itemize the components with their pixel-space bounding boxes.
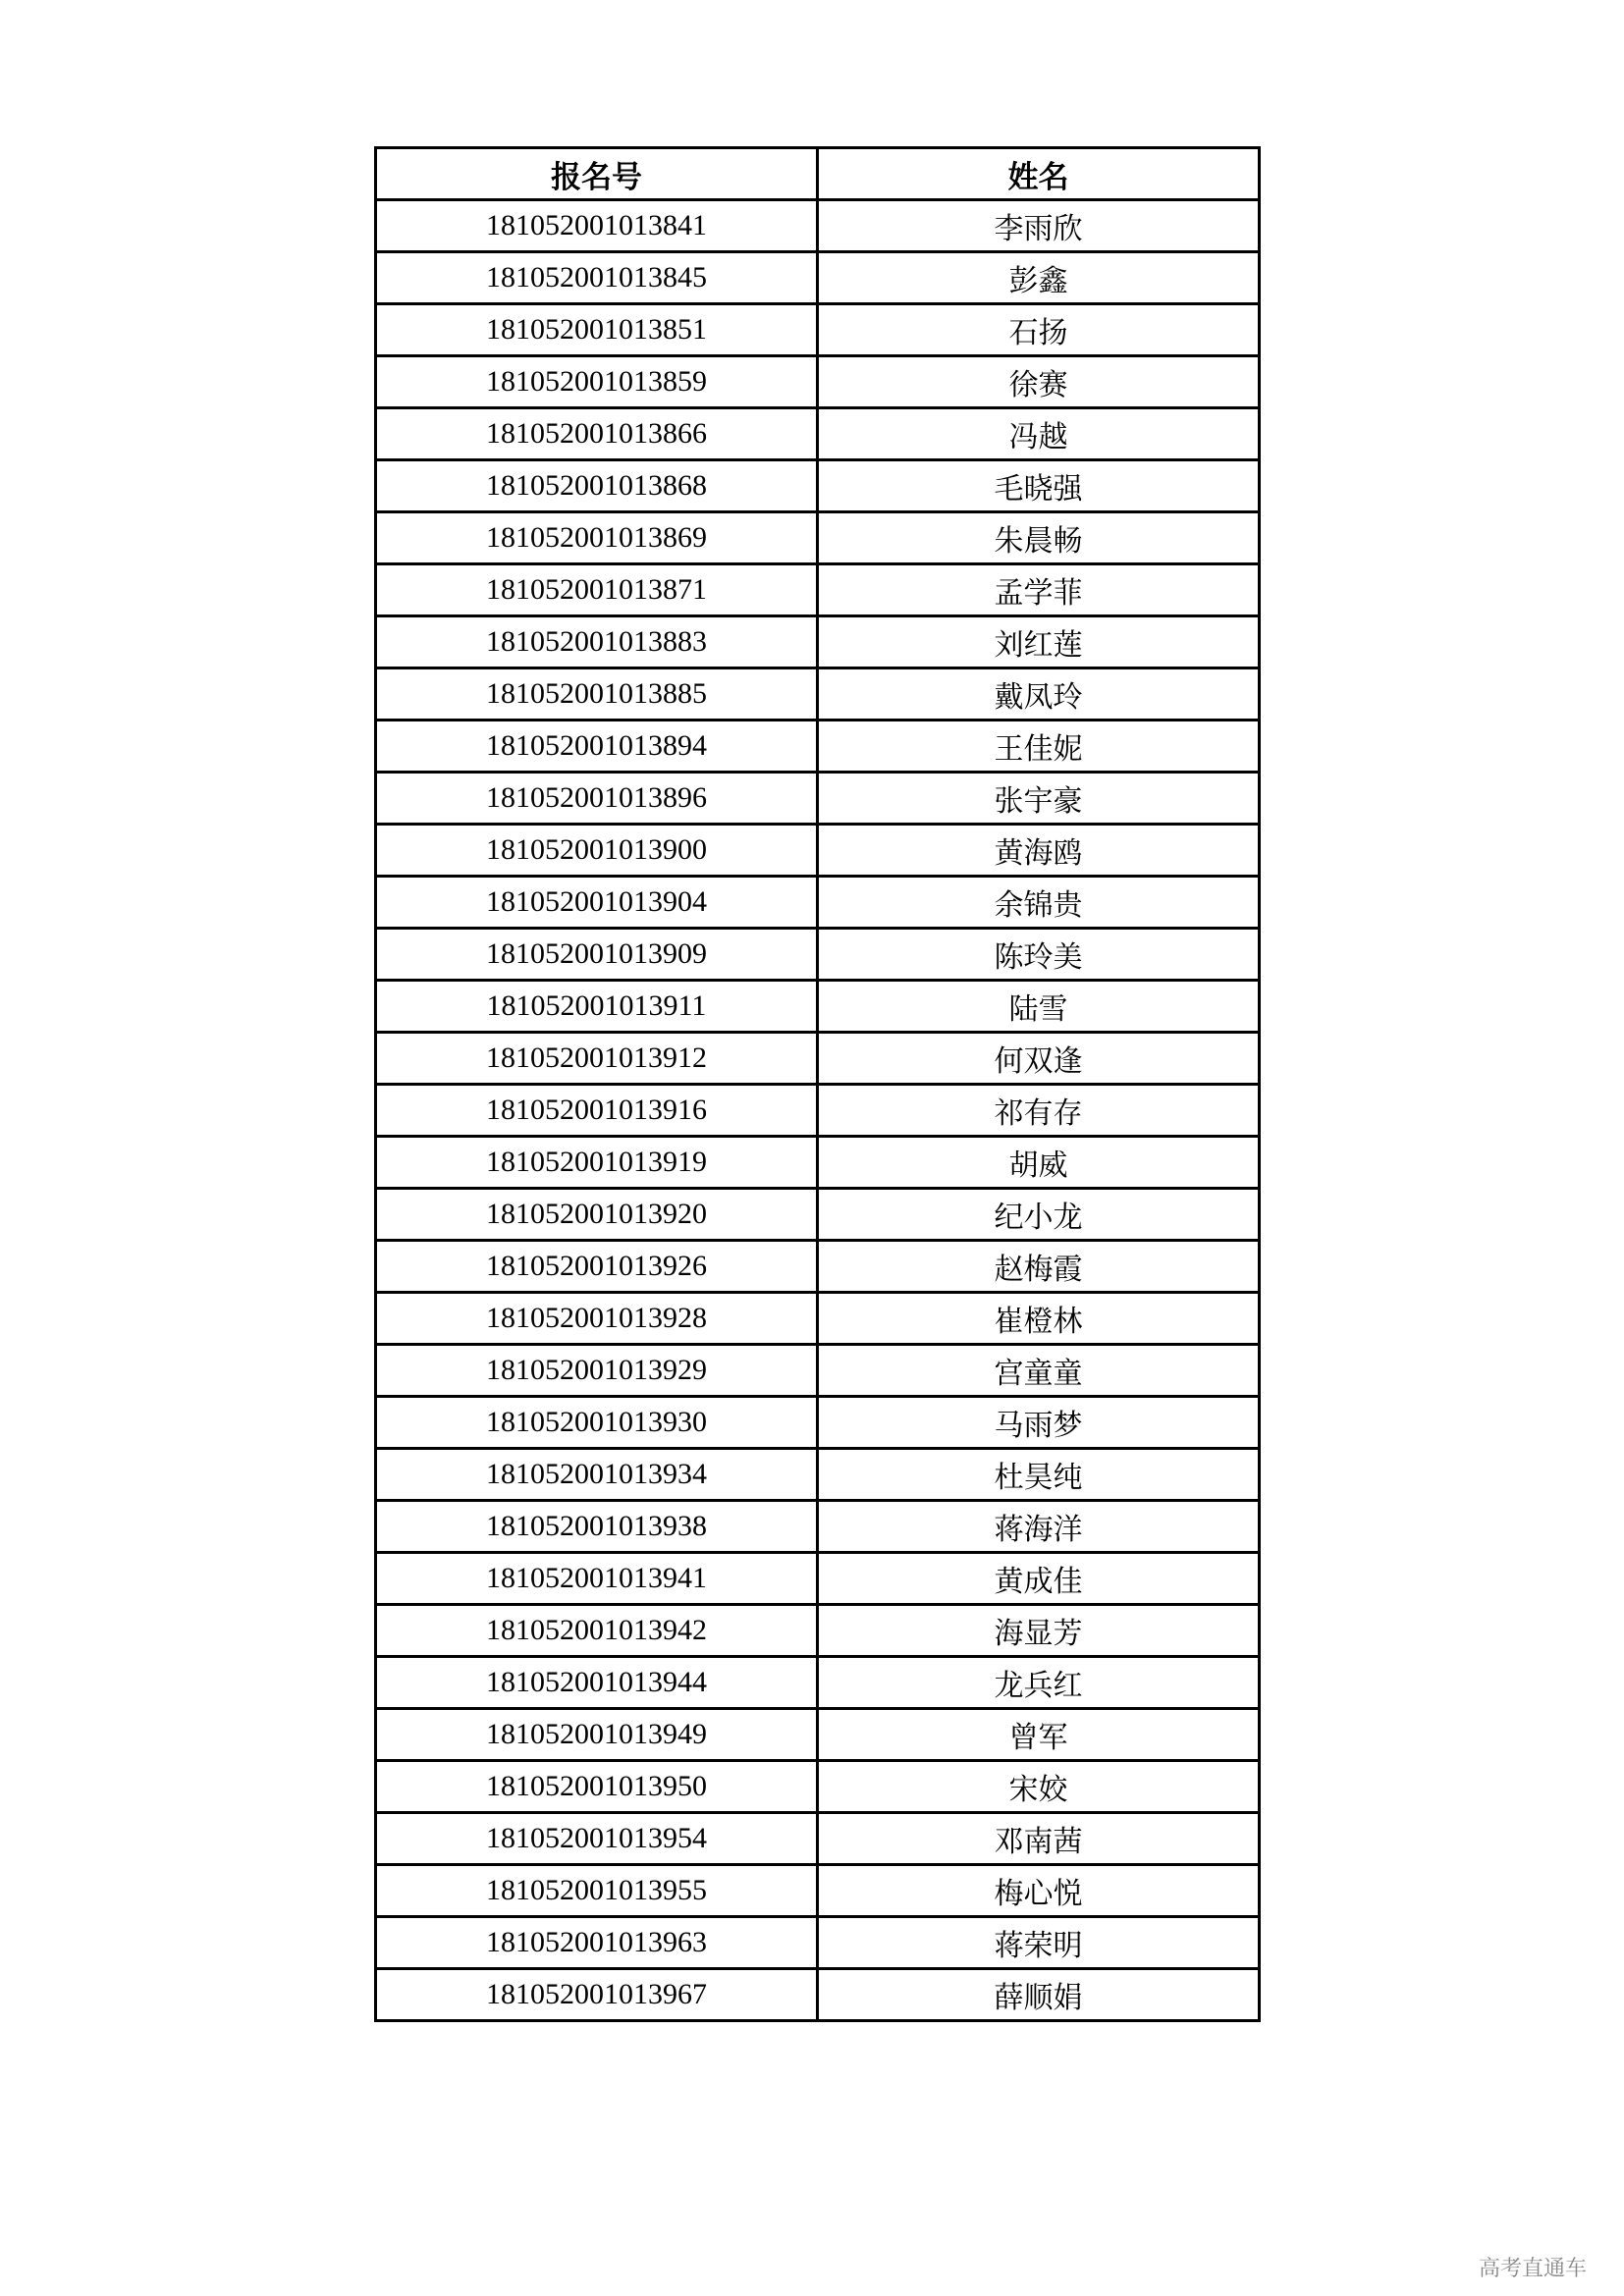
- name-cell: 张宇豪: [818, 773, 1260, 825]
- registration-number-cell: 181052001013909: [376, 929, 818, 981]
- name-cell: 蒋荣明: [818, 1917, 1260, 1969]
- table-row: [376, 1085, 1260, 1137]
- registration-number-cell: 181052001013869: [376, 512, 818, 564]
- table-row: [376, 200, 1260, 252]
- name-cell: 宋姣: [818, 1761, 1260, 1813]
- name-cell: 海显芳: [818, 1605, 1260, 1657]
- name-cell: 黄成佳: [818, 1553, 1260, 1605]
- table-row: [376, 356, 1260, 408]
- name-cell: 彭鑫: [818, 252, 1260, 304]
- name-cell: 陈玲美: [818, 929, 1260, 981]
- registration-number-cell: 181052001013938: [376, 1501, 818, 1553]
- table-row: [376, 1761, 1260, 1813]
- name-cell: 曾军: [818, 1709, 1260, 1761]
- registration-number-cell: 181052001013851: [376, 304, 818, 356]
- table-row: [376, 460, 1260, 512]
- name-cell: 徐赛: [818, 356, 1260, 408]
- registration-number-cell: 181052001013904: [376, 877, 818, 929]
- name-cell: 石扬: [818, 304, 1260, 356]
- table-row: [376, 1969, 1260, 2021]
- name-cell: 黄海鸥: [818, 825, 1260, 877]
- registration-number-cell: 181052001013934: [376, 1449, 818, 1501]
- name-cell: 杜昊纯: [818, 1449, 1260, 1501]
- table-row: [376, 1657, 1260, 1709]
- name-cell: 赵梅霞: [818, 1241, 1260, 1293]
- table-row: [376, 1917, 1260, 1969]
- registration-number-cell: 181052001013955: [376, 1865, 818, 1917]
- table-row: [376, 1865, 1260, 1917]
- registration-number-cell: 181052001013896: [376, 773, 818, 825]
- name-cell: 龙兵红: [818, 1657, 1260, 1709]
- registration-number-cell: 181052001013954: [376, 1813, 818, 1865]
- name-cell: 纪小龙: [818, 1189, 1260, 1241]
- name-cell: 崔橙林: [818, 1293, 1260, 1345]
- table-row: [376, 1553, 1260, 1605]
- table-row: [376, 1137, 1260, 1189]
- name-cell: 刘红莲: [818, 616, 1260, 668]
- table-header-row: [376, 148, 1260, 200]
- registration-number-cell: 181052001013967: [376, 1969, 818, 2021]
- name-cell: 余锦贵: [818, 877, 1260, 929]
- table-row: [376, 1501, 1260, 1553]
- name-cell: 宫童童: [818, 1345, 1260, 1397]
- registration-number-cell: 181052001013963: [376, 1917, 818, 1969]
- name-cell: 何双逢: [818, 1033, 1260, 1085]
- name-cell: 戴凤玲: [818, 668, 1260, 721]
- registration-number-cell: 181052001013885: [376, 668, 818, 721]
- registration-number-cell: 181052001013871: [376, 564, 818, 616]
- registration-number-cell: 181052001013912: [376, 1033, 818, 1085]
- registration-number-cell: 181052001013894: [376, 721, 818, 773]
- registration-number-cell: 181052001013868: [376, 460, 818, 512]
- name-cell: 胡威: [818, 1137, 1260, 1189]
- name-cell: 梅心悦: [818, 1865, 1260, 1917]
- registration-number-cell: 181052001013929: [376, 1345, 818, 1397]
- name-cell: 祁有存: [818, 1085, 1260, 1137]
- table-row: [376, 929, 1260, 981]
- table-row: [376, 252, 1260, 304]
- registration-number-cell: 181052001013920: [376, 1189, 818, 1241]
- table-row: [376, 773, 1260, 825]
- registration-number-cell: 181052001013941: [376, 1553, 818, 1605]
- registration-number-cell: 181052001013866: [376, 408, 818, 460]
- table-row: [376, 512, 1260, 564]
- registration-number-cell: 181052001013916: [376, 1085, 818, 1137]
- name-cell: 冯越: [818, 408, 1260, 460]
- table-row: [376, 616, 1260, 668]
- registration-number-cell: 181052001013950: [376, 1761, 818, 1813]
- name-cell: 陆雪: [818, 981, 1260, 1033]
- name-cell: 朱晨畅: [818, 512, 1260, 564]
- table-row: [376, 877, 1260, 929]
- table-row: [376, 981, 1260, 1033]
- table-row: [376, 1813, 1260, 1865]
- registration-number-cell: 181052001013900: [376, 825, 818, 877]
- name-cell: 蒋海洋: [818, 1501, 1260, 1553]
- registration-number-cell: 181052001013926: [376, 1241, 818, 1293]
- table-row: [376, 1449, 1260, 1501]
- header-name: 姓名: [818, 148, 1260, 200]
- name-cell: 毛晓强: [818, 460, 1260, 512]
- table-row: [376, 1241, 1260, 1293]
- registration-number-cell: 181052001013930: [376, 1397, 818, 1449]
- watermark: 高考直通车: [1479, 2257, 1588, 2281]
- name-cell: 孟学菲: [818, 564, 1260, 616]
- registration-number-cell: 181052001013928: [376, 1293, 818, 1345]
- table-row: [376, 408, 1260, 460]
- table-row: [376, 304, 1260, 356]
- table-row: [376, 1709, 1260, 1761]
- table-row: [376, 1605, 1260, 1657]
- name-cell: 马雨梦: [818, 1397, 1260, 1449]
- registration-table: [374, 146, 1261, 2022]
- registration-number-cell: 181052001013841: [376, 200, 818, 252]
- table-row: [376, 564, 1260, 616]
- table-row: [376, 1345, 1260, 1397]
- name-cell: 邓南茜: [818, 1813, 1260, 1865]
- table-row: [376, 1397, 1260, 1449]
- name-cell: 薛顺娟: [818, 1969, 1260, 2021]
- registration-number-cell: 181052001013944: [376, 1657, 818, 1709]
- name-cell: 李雨欣: [818, 200, 1260, 252]
- table-row: [376, 668, 1260, 721]
- table-row: [376, 1033, 1260, 1085]
- name-cell: 王佳妮: [818, 721, 1260, 773]
- registration-number-cell: 181052001013919: [376, 1137, 818, 1189]
- registration-number-cell: 181052001013911: [376, 981, 818, 1033]
- table-row: [376, 1293, 1260, 1345]
- registration-number-cell: 181052001013883: [376, 616, 818, 668]
- registration-number-cell: 181052001013845: [376, 252, 818, 304]
- table-row: [376, 1189, 1260, 1241]
- header-registration-number: 报名号: [376, 148, 818, 200]
- registration-number-cell: 181052001013859: [376, 356, 818, 408]
- registration-number-cell: 181052001013949: [376, 1709, 818, 1761]
- table-row: [376, 721, 1260, 773]
- table-row: [376, 825, 1260, 877]
- registration-number-cell: 181052001013942: [376, 1605, 818, 1657]
